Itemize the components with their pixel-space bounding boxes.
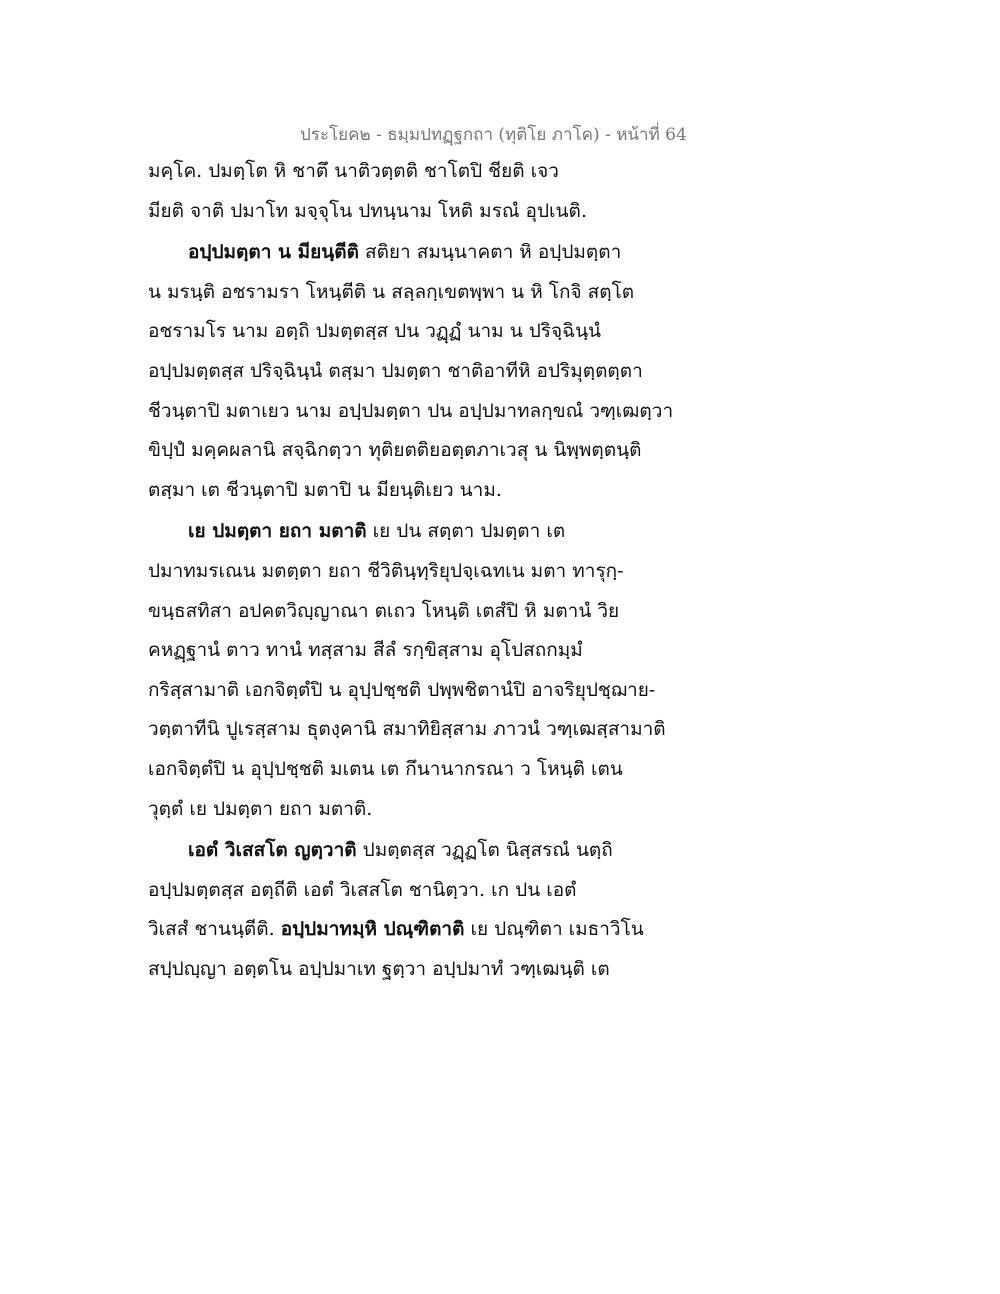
running-header: ประโยค๒ - ธมฺมปทฏฺฐกถา (ทุติโย ภาโค) - หน้าที่ 64 — [300, 125, 687, 145]
text-line: วตฺตาทีนิ ปูเรสฺสาม ธุตงฺคานิ สมาทิยิสฺสาม ภาวนํ วฑฺเฒสฺสามาติ — [148, 718, 666, 741]
text-line: ขิปฺปํ มคฺคผลานิ สจฺฉิกตฺวา ทุติยตติยอตฺตภาเวสุ น นิพฺพตฺตนฺติ — [148, 439, 642, 462]
text-line: ชีวนฺตาปิ มตาเยว นาม อปฺปมตฺตา ปน อปฺปมาทลกฺขณํ วฑฺเฒตฺวา — [148, 399, 674, 422]
bold-term: เอตํ วิเสสโต ญตฺวาติ — [188, 839, 357, 862]
bold-term: เย ปมตฺตา ยถา มตาติ — [188, 520, 367, 543]
text-line: ปมาทมรเณน มตตฺตา ยถา ชีวิตินฺทฺริยุปจฺเฉทเน มตา ทารุกฺ- — [148, 559, 624, 582]
text-line: เอกจิตฺตํปิ น อุปฺปชฺชติ มเตน เต กึนานากรณา ว โหนฺติ เตน — [148, 757, 623, 780]
text-line: ตสฺมา เต ชีวนฺตาปิ มตาปิ น มียนฺติเยว นาม. — [148, 478, 502, 501]
body-text — [148, 152, 688, 989]
paragraph-first-line — [148, 512, 688, 552]
text-line: มียติ จาติ ปมาโท มจฺจุโน ปทนฺนาม โหติ มรณํ อุปเนติ. — [148, 199, 587, 222]
text-line: คหฏฺฐานํ ตาว ทานํ ทสฺสาม สีลํ รกฺขิสฺสาม อุโปสถกมฺมํ — [148, 639, 583, 662]
line-text: สติยา สมนฺนาคตา หิ อปฺปมตฺตา — [358, 241, 622, 264]
line-text: เย ปน สตฺตา ปมตฺตา เต — [366, 520, 566, 543]
text-line: อชรามโร นาม อตฺถิ ปมตฺตสฺส ปน วฏฺฏํ นาม น ปริจฺฉินฺนํ — [148, 320, 602, 343]
bold-term: อปฺปมาทมฺหิ ปณฺฑิตาติ — [280, 918, 465, 941]
bold-term: อปฺปมตฺตา น มียนฺตีติ — [188, 241, 359, 264]
text-line: มคฺโค. ปมตฺโต หิ ชาตึ นาติวตฺตติ ชาโตปิ ชียติ เจว — [148, 160, 559, 182]
paragraph-first-line — [148, 233, 688, 273]
text-line: สปฺปญฺญา อตฺตโน อปฺปมาเท ฐตฺวา อปฺปมาทํ วฑฺเฒนฺติ เต — [148, 957, 610, 980]
text-line: อปฺปมตฺตสฺส อตฺถีติ เอตํ วิเสสโต ชานิตฺวา. เก ปน เอตํ — [148, 878, 577, 901]
line-text: วิเสสํ ชานนฺตีติ. — [148, 918, 281, 941]
text-line: ขนฺธสทิสา อปคตวิญฺญาณา ตเถว โหนฺติ เตสํปิ หิ มตานํ วิย — [148, 599, 620, 622]
text-line: วุตฺตํ เย ปมตฺตา ยถา มตาติ. — [148, 797, 373, 820]
line-text: เย ปณฺฑิตา เมธาวิโน — [464, 918, 644, 941]
text-line — [148, 910, 688, 950]
text-line: น มรนฺติ อชรามรา โหนฺตีติ น สลฺลกฺเขตพฺพา น หิ โกจิ สตฺโต — [148, 280, 635, 303]
paragraph-first-line — [148, 831, 688, 871]
text-line: อปฺปมตฺตสฺส ปริจฺฉินฺนํ ตสฺมา ปมตฺตา ชาติอาทีหิ อปริมุตฺตตฺตา — [148, 359, 643, 382]
text-line: กริสฺสามาติ เอกจิตฺตํปิ น อุปฺปชฺชติ ปพฺพชิตานํปิ อาจริยุปชฺฌาย- — [148, 678, 656, 701]
line-text: ปมตฺตสฺส วฏฺฏโต นิสฺสรณํ นตฺถิ — [356, 839, 613, 862]
